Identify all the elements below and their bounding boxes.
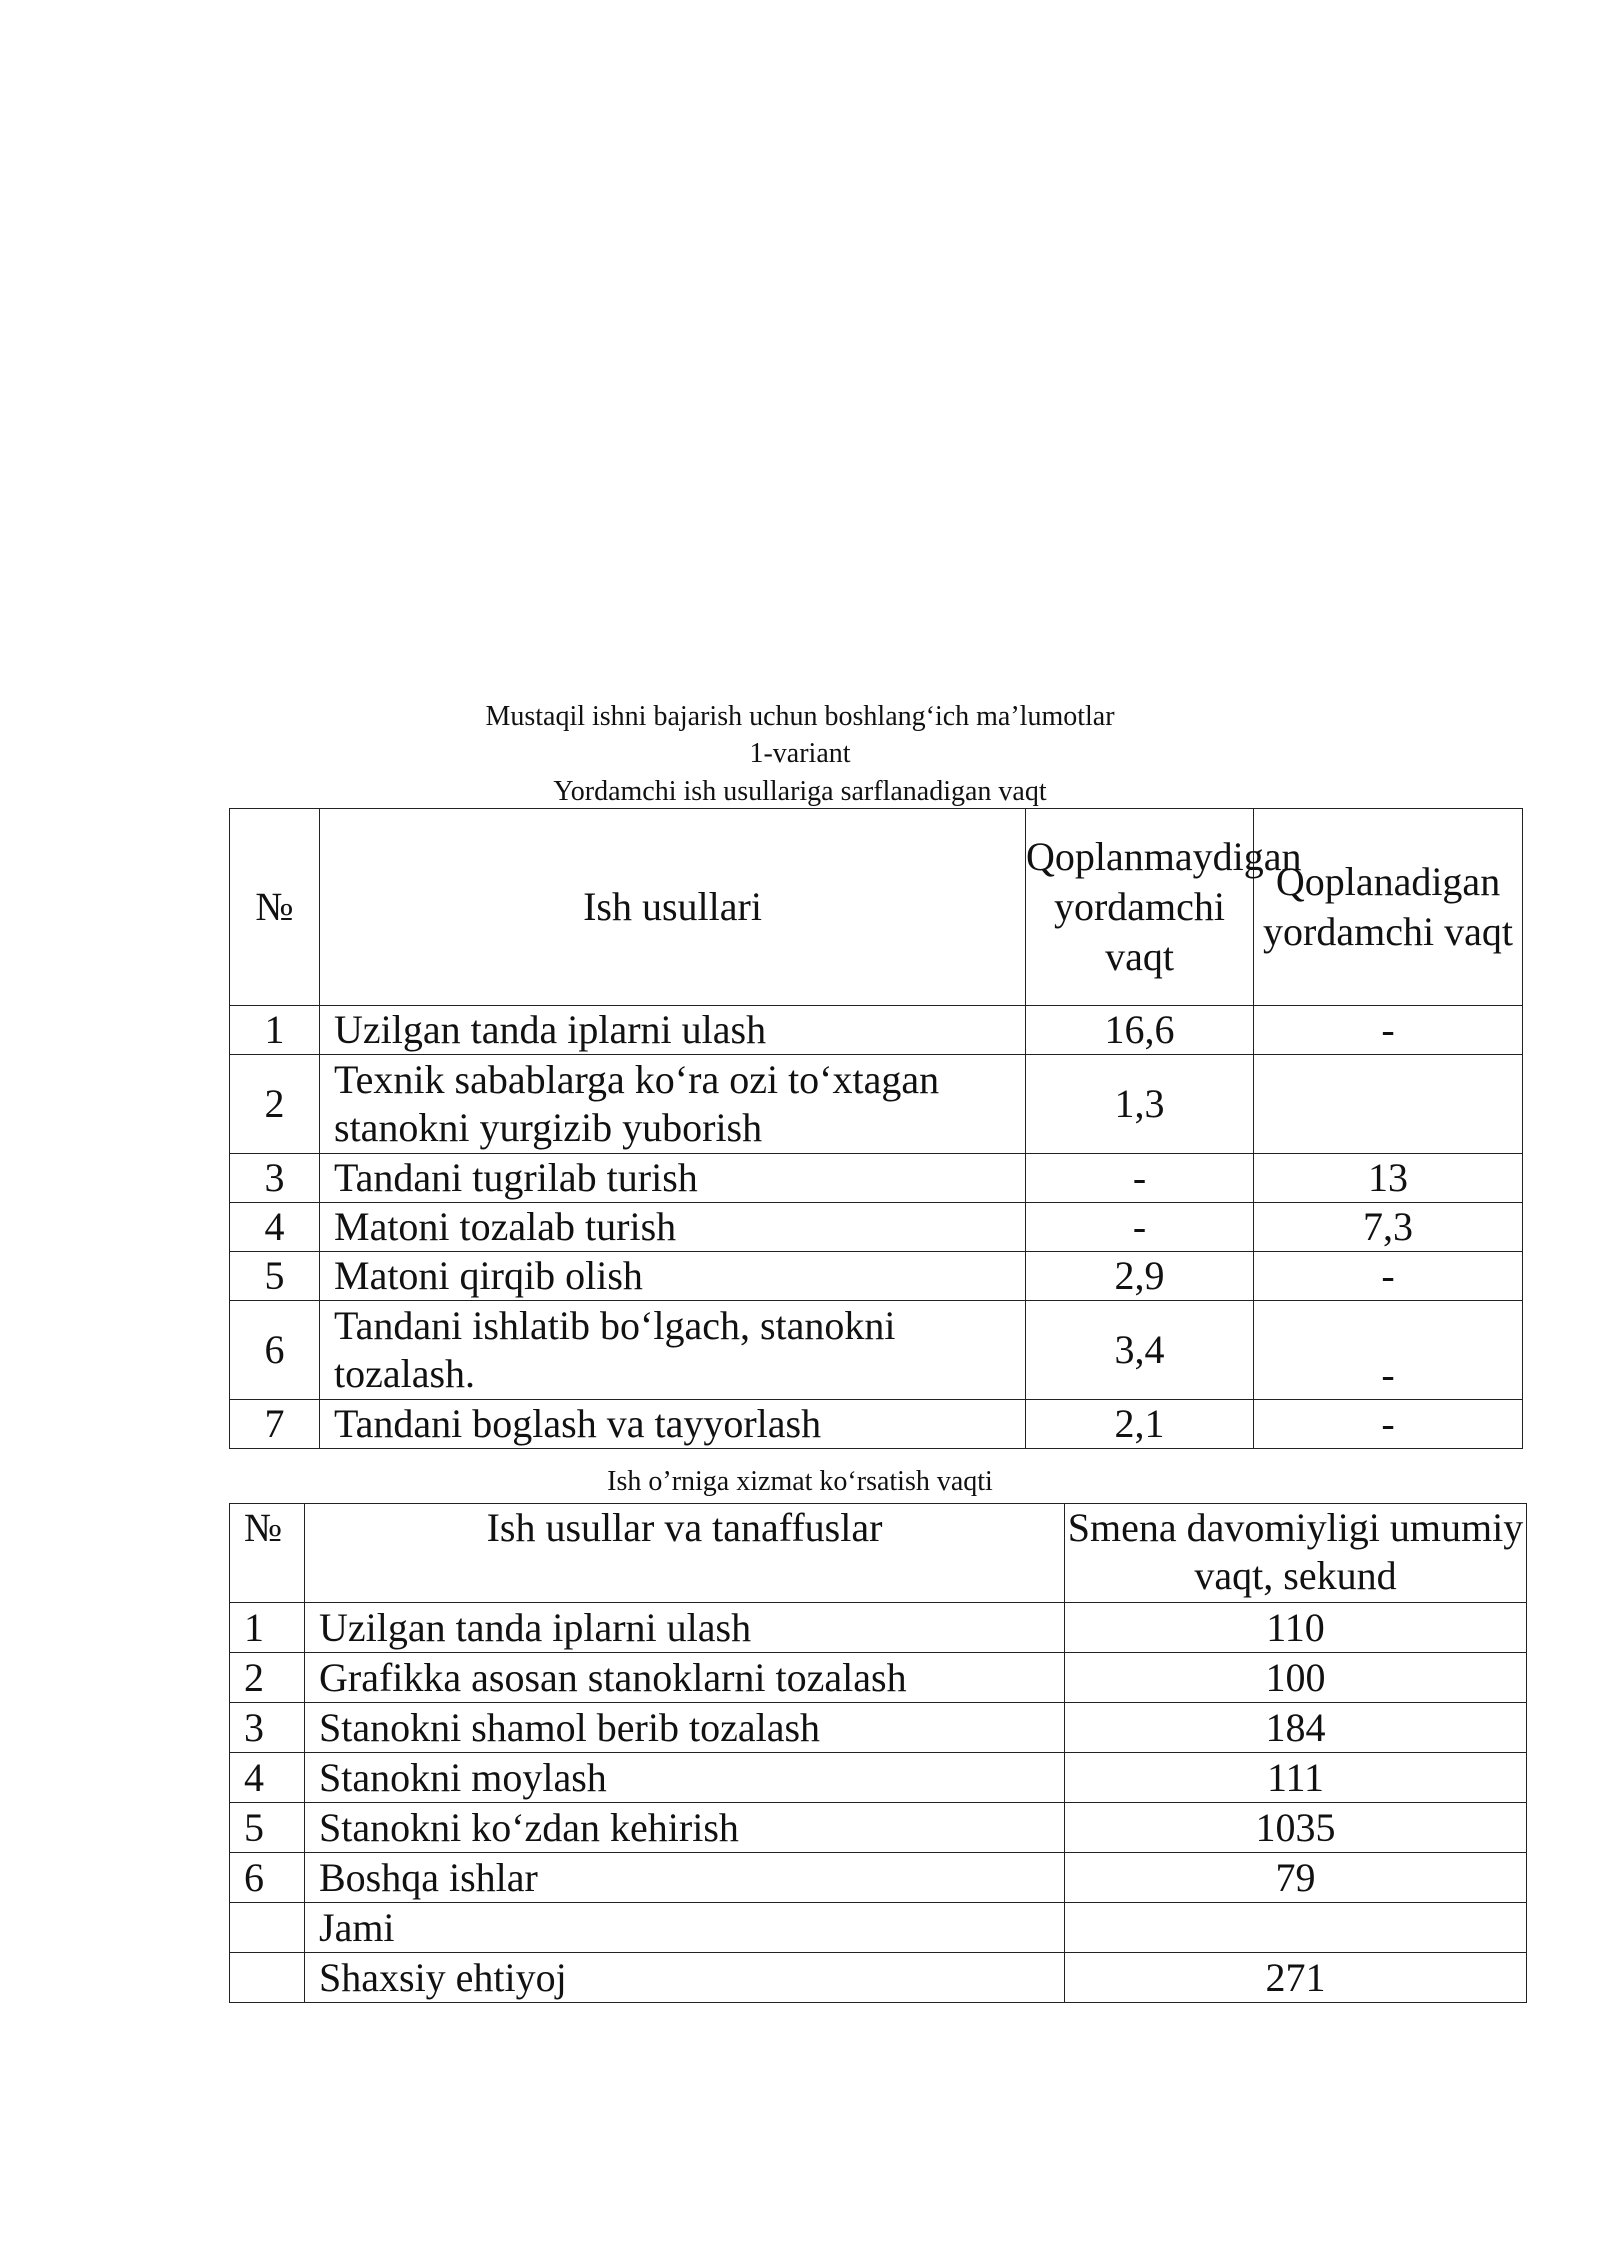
table-row bbox=[230, 1753, 1527, 1803]
row-number: 6 bbox=[230, 1301, 320, 1400]
header-work-methods: Ish usullari bbox=[320, 809, 1026, 1006]
row-number: 7 bbox=[230, 1400, 320, 1449]
row-time: 271 bbox=[1065, 1953, 1527, 2003]
header-methods-and-breaks: Ish usullar va tanaffuslar bbox=[305, 1504, 1065, 1603]
table1-caption: Yordamchi ish usullariga sarflanadigan vaqt bbox=[553, 776, 1047, 807]
table-row bbox=[230, 1903, 1527, 1953]
table-row bbox=[230, 1703, 1527, 1753]
table-header-row bbox=[230, 1504, 1527, 1603]
row-method: Boshqa ishlar bbox=[305, 1853, 1065, 1903]
row-number: 1 bbox=[230, 1006, 320, 1055]
row-method: Matoni tozalab turish bbox=[320, 1203, 1026, 1252]
row-number: 5 bbox=[230, 1252, 320, 1301]
row-number bbox=[230, 1903, 305, 1953]
row-time: 1035 bbox=[1065, 1803, 1527, 1853]
row-overlapping: - bbox=[1254, 1006, 1523, 1055]
row-number: 5 bbox=[230, 1803, 305, 1853]
row-time: 184 bbox=[1065, 1703, 1527, 1753]
row-number bbox=[230, 1953, 305, 2003]
table-row bbox=[230, 1154, 1523, 1203]
row-method: Stanokni shamol berib tozalash bbox=[305, 1703, 1065, 1753]
row-number: 3 bbox=[230, 1703, 305, 1753]
header-number: № bbox=[230, 809, 320, 1006]
row-non-overlapping: 2,1 bbox=[1026, 1400, 1254, 1449]
row-method: Matoni qirqib olish bbox=[320, 1252, 1026, 1301]
header-shift-total-time: Smena davomiyligi umumiy vaqt, sekund bbox=[1065, 1504, 1527, 1603]
row-non-overlapping: 1,3 bbox=[1026, 1055, 1254, 1154]
variant-label: 1-variant bbox=[749, 738, 851, 769]
row-time: 110 bbox=[1065, 1603, 1527, 1653]
row-non-overlapping: 3,4 bbox=[1026, 1301, 1254, 1400]
row-method: Uzilgan tanda iplarni ulash bbox=[305, 1603, 1065, 1653]
row-time: 111 bbox=[1065, 1753, 1527, 1803]
row-method: Texnik sabablarga ko‘ra ozi to‘xtagan stanokni yurgizib yuborish bbox=[320, 1055, 1026, 1154]
table-row bbox=[230, 1603, 1527, 1653]
table-row bbox=[230, 1301, 1523, 1400]
row-non-overlapping: - bbox=[1026, 1154, 1254, 1203]
auxiliary-time-table bbox=[229, 808, 1523, 1449]
table-row bbox=[230, 1203, 1523, 1252]
table-row bbox=[230, 1006, 1523, 1055]
header-overlapping-time: Qoplanadigan yordamchi vaqt bbox=[1254, 809, 1523, 1006]
row-overlapping: - bbox=[1254, 1252, 1523, 1301]
document-title: Mustaqil ishni bajarish uchun boshlang‘ich ma’lumotlar bbox=[485, 701, 1115, 732]
header-non-overlapping-time: Qoplanmaydigan yordamchi vaqt bbox=[1026, 809, 1254, 1006]
row-time: 100 bbox=[1065, 1653, 1527, 1703]
row-method: Tandani tugrilab turish bbox=[320, 1154, 1026, 1203]
row-non-overlapping: 2,9 bbox=[1026, 1252, 1254, 1301]
row-overlapping: - bbox=[1254, 1400, 1523, 1449]
table-row bbox=[230, 1055, 1523, 1154]
row-overlapping: 7,3 bbox=[1254, 1203, 1523, 1252]
row-method: Stanokni moylash bbox=[305, 1753, 1065, 1803]
row-non-overlapping: 16,6 bbox=[1026, 1006, 1254, 1055]
table-header-row bbox=[230, 809, 1523, 1006]
row-number: 2 bbox=[230, 1055, 320, 1154]
row-method: Stanokni ko‘zdan kehirish bbox=[305, 1803, 1065, 1853]
row-time bbox=[1065, 1903, 1527, 1953]
row-overlapping: - bbox=[1254, 1301, 1523, 1400]
table2-caption: Ish o’rniga xizmat ko‘rsatish vaqti bbox=[607, 1466, 993, 1497]
row-method: Tandani ishlatib bo‘lgach, stanokni tozalash. bbox=[320, 1301, 1026, 1400]
table-row bbox=[230, 1853, 1527, 1903]
row-time: 79 bbox=[1065, 1853, 1527, 1903]
row-method: Uzilgan tanda iplarni ulash bbox=[320, 1006, 1026, 1055]
row-number: 3 bbox=[230, 1154, 320, 1203]
row-method: Grafikka asosan stanoklarni tozalash bbox=[305, 1653, 1065, 1703]
row-method: Shaxsiy ehtiyoj bbox=[305, 1953, 1065, 2003]
table-row bbox=[230, 1803, 1527, 1853]
row-number: 4 bbox=[230, 1203, 320, 1252]
row-number: 1 bbox=[230, 1603, 305, 1653]
row-method: Jami bbox=[305, 1903, 1065, 1953]
row-non-overlapping: - bbox=[1026, 1203, 1254, 1252]
header-number: № bbox=[230, 1504, 305, 1603]
row-overlapping bbox=[1254, 1055, 1523, 1154]
table-row bbox=[230, 1400, 1523, 1449]
row-method: Tandani boglash va tayyorlash bbox=[320, 1400, 1026, 1449]
row-overlapping: 13 bbox=[1254, 1154, 1523, 1203]
workplace-service-time-table bbox=[229, 1503, 1527, 2003]
table-row bbox=[230, 1953, 1527, 2003]
table-row bbox=[230, 1252, 1523, 1301]
row-number: 2 bbox=[230, 1653, 305, 1703]
row-number: 4 bbox=[230, 1753, 305, 1803]
table-row bbox=[230, 1653, 1527, 1703]
row-number: 6 bbox=[230, 1853, 305, 1903]
